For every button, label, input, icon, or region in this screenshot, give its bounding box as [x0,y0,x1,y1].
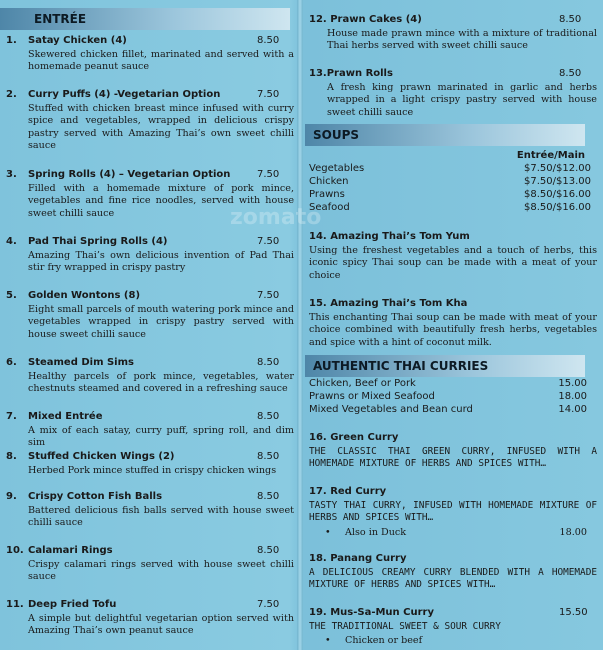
curry-base-prices [309,378,587,417]
soup-price-header: Entrée/Main [516,150,585,161]
menu-item [309,607,597,648]
item-number: 6. [6,357,17,368]
item-price: 8.50 [559,68,582,79]
curry-base-row: Chicken, Beef or Pork 15.00 [309,378,587,389]
item-name: 19. Mus-Sa-Mun Curry [309,607,434,618]
item-description: Skewered chicken fillet, marinated and served with a homemade peanut sauce [28,49,294,73]
menu-item [6,290,294,341]
item-name: Deep Fried Tofu [28,599,117,610]
item-price: 8.50 [257,357,280,368]
item-name: 13.Prawn Rolls [309,68,393,79]
item-description: Filled with a homemade mixture of pork mince, vegetables and fine rice noodles, served with house sweet chilli sauce [28,183,294,219]
entree-heading [0,8,290,30]
item-name: 14. Amazing Thai’s Tom Yum [309,231,470,242]
item-description: Eight small parcels of mouth watering pork mince and vegetables wrapped in crispy pastry served with house sweet chilli sauce [28,304,294,340]
item-price: 7.50 [257,236,280,247]
item-name: 18. Panang Curry [309,553,407,564]
item-description: A DELICIOUS CREAMY CURRY BLENDED WITH A HOMEMADE MIXTURE OF HERBS AND SPICES WITH… [309,567,597,591]
item-description: Amazing Thai’s own delicious invention of Pad Thai stir fry wrapped in crispy pastry [28,250,294,274]
item-price: 7.50 [257,169,280,180]
item-description: THE TRADITIONAL SWEET & SOUR CURRY [309,621,501,632]
menu-item [6,35,294,74]
menu-item [309,14,597,53]
menu-item [309,553,597,592]
item-name: Satay Chicken (4) [28,35,127,46]
soups-title: SOUPS [313,128,360,142]
item-price: 8.50 [559,14,582,25]
soups-heading [305,124,585,146]
item-number: 7. [6,411,17,422]
item-name: 15. Amazing Thai’s Tom Kha [309,298,468,309]
item-number: 1. [6,35,17,46]
item-name: Golden Wontons (8) [28,290,141,301]
item-description: Using the freshest vegetables and a touch of herbs, this iconic spicy Thai soup can be made with a meat of your choice [309,245,597,281]
item-number: 4. [6,236,17,247]
item-description: Crispy calamari rings served with house sweet chilli sauce [28,559,294,583]
item-name: 16. Green Curry [309,432,399,443]
item-name: Mixed Entrée [28,411,103,422]
menu-item [6,89,294,153]
item-price: 8.50 [257,545,280,556]
curries-heading [305,355,585,377]
item-number: 5. [6,290,17,301]
menu-item [309,68,597,119]
item-description: Healthy parcels of pork mince, vegetables, water chestnuts steamed and covered in a refreshing sauce [28,371,294,395]
left-column [0,0,297,650]
menu-item [6,236,294,275]
menu-item [309,298,597,349]
menu-item [309,231,597,282]
item-name: Crispy Cotton Fish Balls [28,491,163,502]
menu-item [6,491,294,530]
item-number: 11. [6,599,24,610]
item-price: 7.50 [257,89,280,100]
item-price: 7.50 [257,599,280,610]
menu-item [6,545,294,584]
bullet-option: • Chicken or beef [325,635,423,647]
right-column [303,0,603,650]
item-price: 8.50 [257,411,280,422]
bullet-option: • Also in Duck 18.00 [325,526,587,538]
menu-item [6,451,294,477]
item-price: 8.50 [257,451,280,462]
item-description: Battered delicious fish balls served with house sweet chilli sauce [28,505,294,529]
item-name: 12. Prawn Cakes (4) [309,14,422,25]
item-name: 17. Red Curry [309,486,387,497]
item-description: A simple but delightful vegetarian option served with Amazing Thai’s own peanut sauce [28,613,294,637]
menu-item [309,432,597,471]
item-name: Calamari Rings [28,545,113,556]
soup-row: Chicken $7.50/$13.00 [309,176,591,187]
item-description: Herbed Pork mince stuffed in crispy chicken wings [28,465,277,476]
curries-title: AUTHENTIC THAI CURRIES [313,359,489,373]
soup-row: Vegetables $7.50/$12.00 [309,163,591,174]
watermark: zomato [230,205,322,230]
item-description: A fresh king prawn marinated in garlic and herbs wrapped in a light crispy pastry served with house sweet chilli sauce [327,82,597,118]
item-description: THE CLASSIC THAI GREEN CURRY, INFUSED WITH A HOMEMADE MIXTURE OF HERBS AND SPICES WITH… [309,446,597,470]
item-description: Stuffed with chicken breast mince infused with curry spice and vegetables, wrapped in delicious crispy pastry served with Amazing Thai’s own sweet chilli sauce [28,103,294,152]
menu-item [309,486,597,540]
item-price: 8.50 [257,35,280,46]
item-price: 8.50 [257,491,280,502]
item-price: 15.50 [559,607,588,618]
item-number: 8. [6,451,17,462]
item-number: 9. [6,491,17,502]
item-description: A mix of each satay, curry puff, spring roll, and dim sim [28,425,294,449]
curry-base-row: Mixed Vegetables and Bean curd 14.00 [309,404,587,415]
soup-price-table [309,150,591,215]
menu-item [6,411,294,450]
item-number: 10. [6,545,24,556]
item-number: 3. [6,169,17,180]
item-name: Curry Puffs (4) -Vegetarian Option [28,89,221,100]
curry-base-row: Prawns or Mixed Seafood 18.00 [309,391,587,402]
menu-item [6,599,294,638]
item-price: 7.50 [257,290,280,301]
item-number: 2. [6,89,17,100]
item-description: This enchanting Thai soup can be made with meat of your choice combined with beautifully fresh herbs, vegetables and spice with a hint of coconut milk. [309,312,597,348]
item-description: TASTY THAI CURRY, INFUSED WITH HOMEMADE MIXTURE OF HERBS AND SPICES WITH… [309,500,597,524]
item-description: House made prawn mince with a mixture of traditional Thai herbs served with sweet chilli sauce [327,28,597,52]
item-name: Pad Thai Spring Rolls (4) [28,236,168,247]
item-name: Spring Rolls (4) – Vegetarian Option [28,169,231,180]
soup-row: Prawns $8.50/$16.00 [309,189,591,200]
item-name: Stuffed Chicken Wings (2) [28,451,175,462]
item-name: Steamed Dim Sims [28,357,134,368]
entree-title: ENTRÉE [34,12,87,26]
soup-row: Seafood $8.50/$16.00 [309,202,591,213]
menu-item [6,357,294,396]
